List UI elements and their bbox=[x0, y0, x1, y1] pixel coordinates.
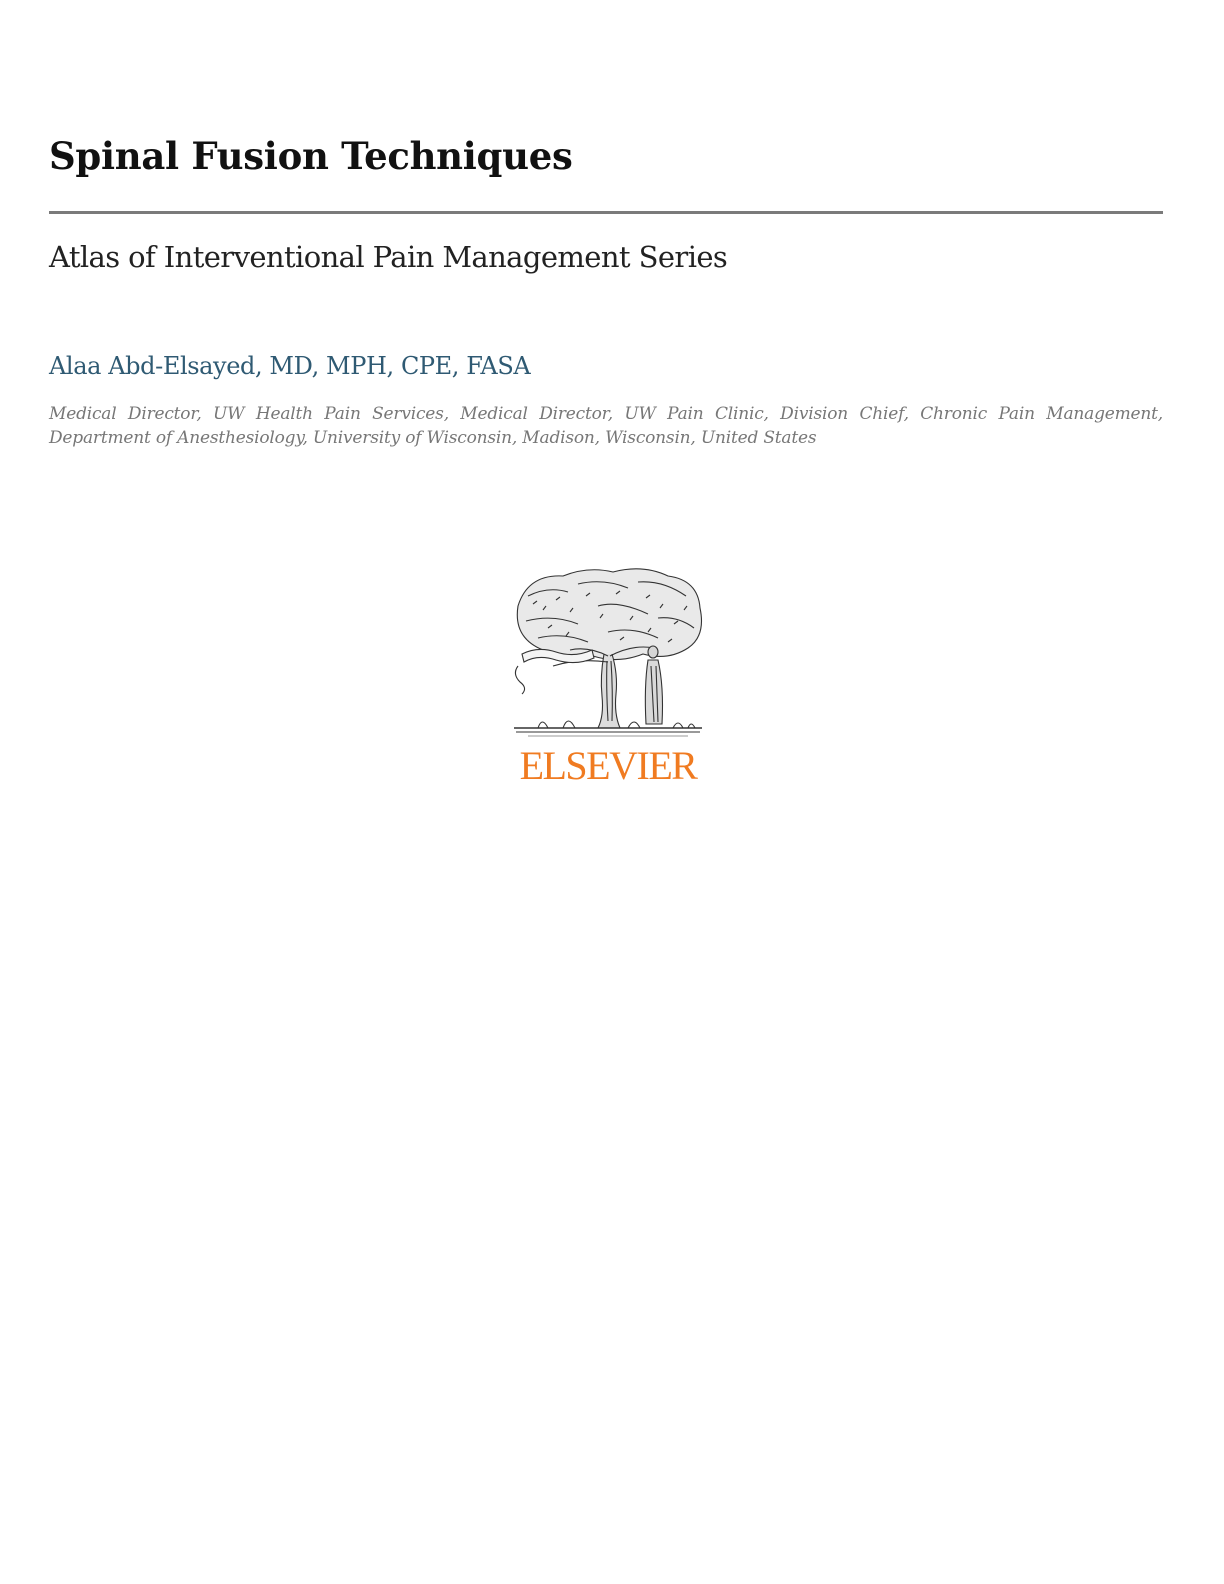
author-name: Alaa Abd-Elsayed, MD, MPH, CPE, FASA bbox=[49, 352, 531, 380]
title-divider bbox=[49, 211, 1163, 214]
series-title: Atlas of Interventional Pain Management Series bbox=[49, 240, 728, 274]
publisher-logo bbox=[508, 566, 708, 788]
author-affiliation: Medical Director, UW Health Pain Services, Medical Director, UW Pain Clinic, Division Chief, Chronic Pain Management, Department of Anesthesiology, University of Wisconsin, Madison, Wisconsin, United States bbox=[49, 404, 1163, 448]
publisher-wordmark: ELSEVIER bbox=[519, 743, 697, 788]
tree-engraving-icon bbox=[508, 566, 708, 744]
book-title: Spinal Fusion Techniques bbox=[49, 134, 573, 178]
